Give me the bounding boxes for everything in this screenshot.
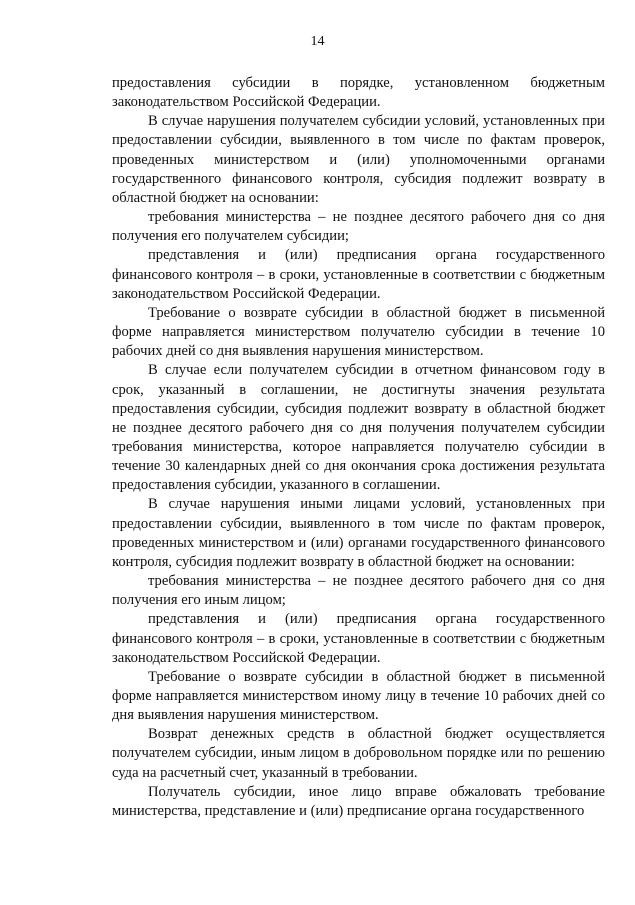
paragraph-ministry-requirement: требования министерства – не позднее десятого рабочего дня со дня получения его получателем субсидии; (112, 209, 605, 245)
paragraph-continuation: предоставления субсидии в порядке, установленном бюджетным законодательством Российской Федерации. (112, 75, 605, 111)
paragraph-control-body-order-other: представления и (или) предписания органа государственного финансового контроля – в сроки, установленные в соответствии с бюджетным законодательством Российской Федерации. (112, 611, 605, 666)
paragraph-funds-return: Возврат денежных средств в областной бюджет осуществляется получателем субсидии, иным лицом в добровольном порядке или по решению суда на расчетный счет, указанный в требовании. (112, 726, 605, 781)
paragraph-control-body-order: представления и (или) предписания органа государственного финансового контроля – в сроки, установленные в соответствии с бюджетным законодательством Российской Федерации. (112, 247, 605, 302)
page-number: 14 (310, 34, 325, 49)
paragraph-violation-by-recipient: В случае нарушения получателем субсидии условий, установленных при предоставлении субсидии, выявленного в том числе по фактам проверок, проведенных министерством и (или) уполномоченными органами государственного финансового контроля, субсидия подлежит возврату в областной бюджет на основании: (112, 113, 605, 206)
paragraph-written-requirement-other: Требование о возврате субсидии в областной бюджет в письменной форме направляется министерством иному лицу в течение 10 рабочих дней со дня выявления нарушения министерством. (112, 668, 605, 724)
paragraph-appeal-right: Получатель субсидии, иное лицо вправе обжаловать требование министерства, представление и (или) предписание органа государственного (112, 783, 605, 819)
paragraph-written-requirement: Требование о возврате субсидии в областной бюджет в письменной форме направляется министерством получателю субсидии в течение 10 рабочих дней со дня выявления нарушения министерством. (112, 304, 605, 360)
paragraph-violation-by-other-persons: В случае нарушения иными лицами условий, установленных при предоставлении субсидии, выявленного в том числе по фактам проверок, проведенных министерством и (или) органами государственного финансового контроля, субсидия подлежит возврату в областной бюджет на основании: (112, 496, 605, 570)
paragraph-ministry-requirement-other: требования министерства – не позднее десятого рабочего дня со дня получения его иным лицом; (112, 573, 605, 609)
document-body (112, 74, 605, 821)
paragraph-result-not-achieved: В случае если получателем субсидии в отчетном финансовом году в срок, указанный в соглашении, не достигнуты значения результата предоставления субсидии, субсидия подлежит возврату в областной бюджет не позднее десятого рабочего дня со дня получения получателем субсидии требования министерства, которое направляется получателю субсидии в течение 30 календарных дней со дня окончания срока достижения результата предоставления субсидии, указанного в соглашении. (112, 362, 605, 494)
